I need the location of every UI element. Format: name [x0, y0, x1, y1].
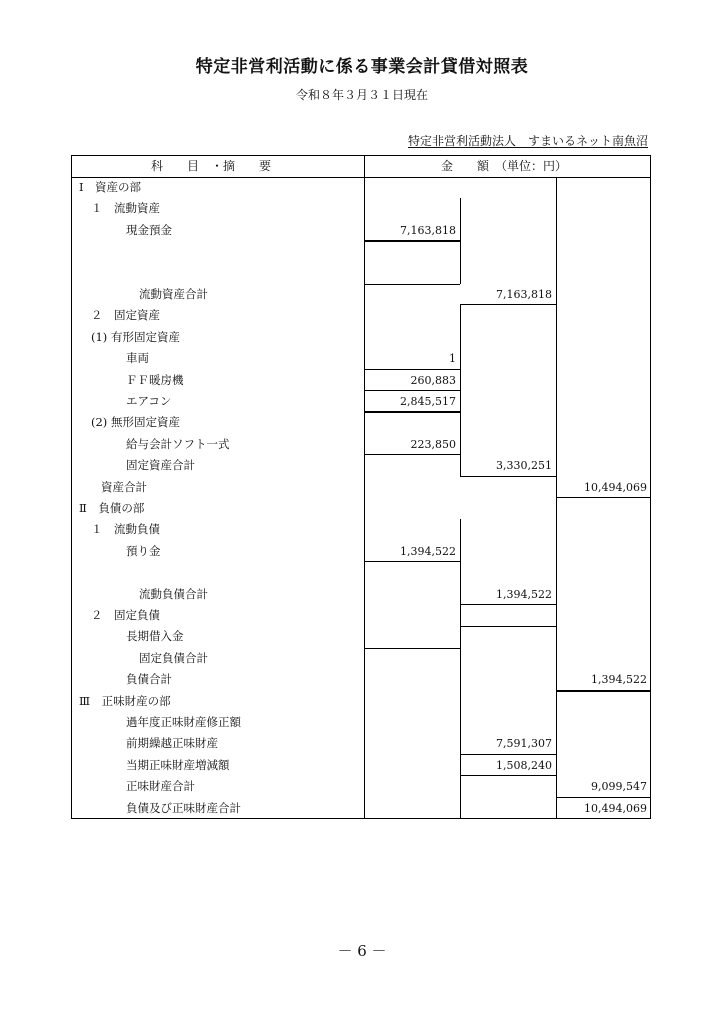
table-border-left — [71, 155, 72, 819]
column-b-left-liabilities — [460, 519, 461, 605]
row-label: ＦＦ暖房機 — [126, 372, 184, 387]
row-label: 預り金 — [126, 543, 161, 558]
amount-c1: 1,394,522 — [400, 544, 456, 558]
amount-c1: 7,163,818 — [400, 223, 456, 237]
column-c-left-assets — [556, 177, 557, 498]
amount-underline — [460, 604, 556, 605]
amount-c1: 2,845,517 — [400, 395, 456, 408]
row-label: Ⅱ 負債の部 — [79, 501, 145, 515]
column-b-left-fixed-liab — [460, 605, 461, 819]
row-label: 負債合計 — [126, 672, 172, 687]
row-label: ２ 固定負債 — [91, 608, 160, 622]
header-account-column: 科 目 ・摘 要 — [151, 159, 272, 173]
amount-c2: 1,394,522 — [496, 587, 552, 601]
row-label: 現金預金 — [126, 222, 172, 237]
row-label: 負債及び正味財産合計 — [126, 800, 241, 815]
row-label: 車両 — [126, 351, 149, 366]
column-c-left-liab — [556, 498, 557, 691]
amount-c2: 3,330,251 — [496, 459, 552, 473]
page-number: － 6 － — [337, 942, 387, 960]
fixed-liab-box-top — [460, 626, 556, 627]
table-border-top — [71, 155, 651, 156]
column-c-left-net — [556, 691, 557, 819]
row-label: 資産合計 — [101, 479, 147, 494]
amount-c1: 1 — [449, 352, 456, 366]
liab-total-box-top — [364, 648, 460, 649]
column-divider-main — [364, 155, 365, 819]
row-label: １ 流動負債 — [91, 522, 160, 537]
row-label: (1) 有形固定資産 — [91, 329, 180, 344]
row-label: 流動負債合計 — [139, 586, 208, 601]
amount-c2: 1,508,240 — [496, 758, 552, 772]
amount-c3: 9,099,547 — [591, 780, 647, 794]
row-label: 当期正味財産増減額 — [126, 757, 230, 772]
document-title: 特定非営利活動に係る事業会計貸借対照表 — [195, 57, 529, 77]
header-amount-column: 金 額 （単位：円） — [441, 159, 568, 173]
row-label: Ⅰ 資産の部 — [79, 180, 142, 194]
row-label: 流動資産合計 — [139, 287, 208, 301]
report-date: 令和８年３月３１日現在 — [295, 88, 428, 102]
table-border-right — [650, 155, 651, 819]
net-assets-box-top — [556, 691, 651, 692]
row-label: エアコン — [126, 394, 172, 408]
amount-c3: 10,494,069 — [584, 801, 647, 815]
blank-box-top — [364, 241, 460, 242]
amount-underline — [364, 561, 460, 562]
amount-underline — [460, 476, 556, 477]
amount-c2: 7,591,307 — [496, 737, 552, 751]
amount-underline — [460, 775, 556, 776]
header-divider — [71, 177, 651, 178]
row-label: 固定資産合計 — [126, 458, 195, 473]
row-label: Ⅲ 正味財産の部 — [79, 693, 171, 708]
balance-sheet-table — [71, 155, 651, 819]
column-b-left-assets-2 — [460, 241, 461, 284]
row-label: (2) 無形固定資産 — [91, 415, 180, 430]
amount-underline — [364, 454, 460, 455]
row-label: 過年度正味財産修正額 — [126, 715, 241, 729]
blank-box-bottom — [364, 284, 460, 285]
organization-name: 特定非営利活動法人 すまいるネット南魚沼 — [407, 134, 648, 148]
column-b-left-fixed — [460, 305, 461, 476]
amount-underline — [556, 497, 651, 498]
row-label: 前期繰越正味財産 — [126, 736, 218, 751]
amount-underline — [460, 304, 556, 305]
row-label: １ 流動資産 — [91, 201, 160, 216]
row-label: 長期借入金 — [126, 629, 184, 644]
row-label: 固定負債合計 — [139, 650, 208, 665]
amount-c1: 260,883 — [410, 373, 456, 387]
amount-c3: 1,394,522 — [591, 673, 647, 687]
row-label: 正味財産合計 — [126, 779, 195, 794]
row-label: 給与会計ソフト一式 — [126, 436, 230, 451]
amount-c2: 7,163,818 — [496, 288, 552, 301]
row-label: ２ 固定資産 — [91, 308, 160, 323]
amount-underline — [556, 818, 651, 819]
fixed-asset-box-top — [364, 412, 460, 413]
amount-c1: 223,850 — [410, 437, 456, 451]
amount-c3: 10,494,069 — [584, 480, 647, 494]
